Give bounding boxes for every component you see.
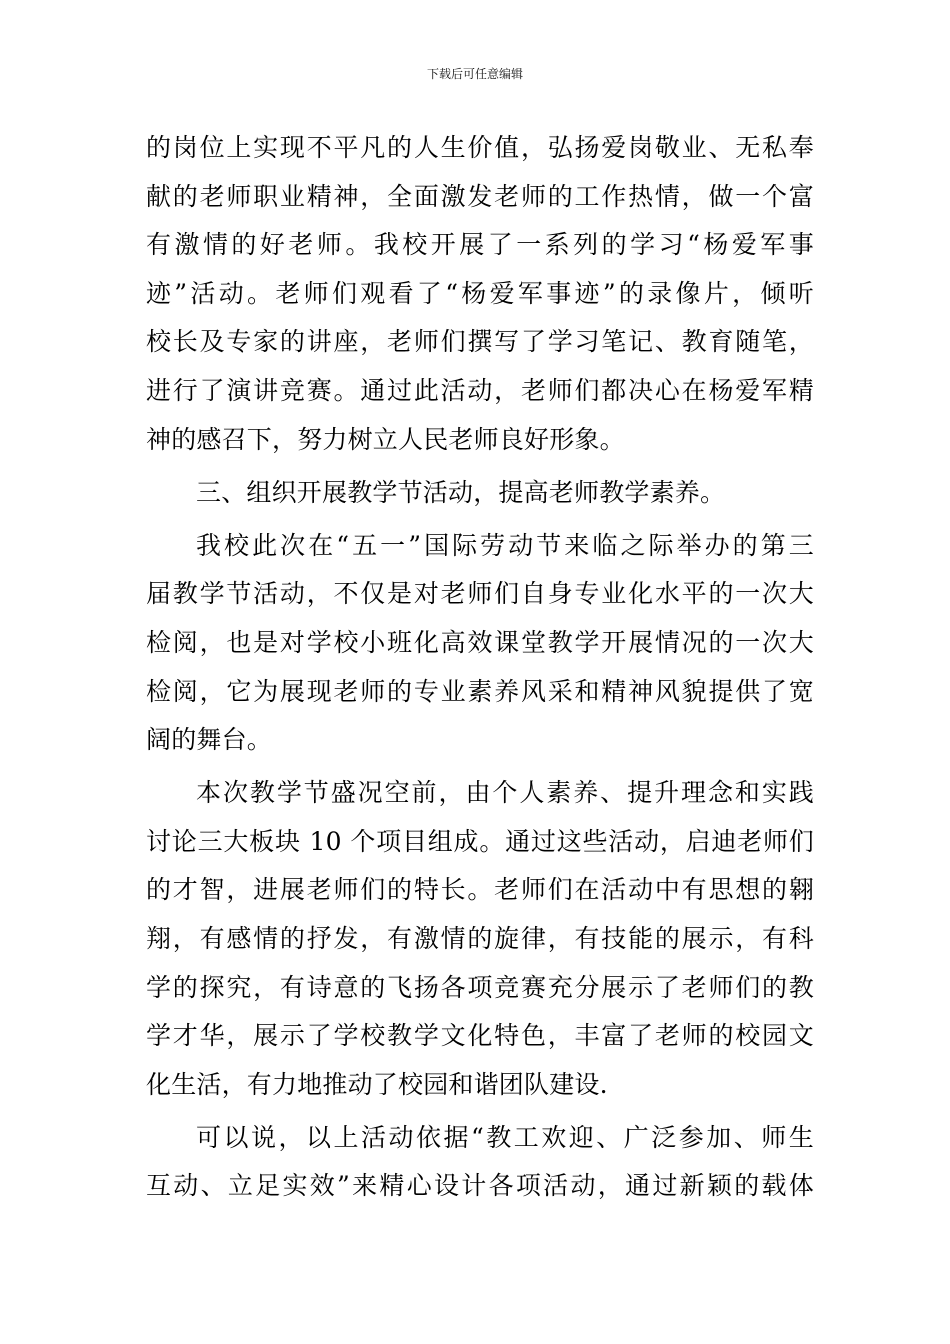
text-line: 献的老师职业精神，全面激发老师的工作热情，做一个富	[146, 181, 814, 211]
section-heading-text: 三、组织开展教学节活动，提高老师教学素养。	[196, 477, 726, 507]
section-heading	[146, 469, 814, 518]
text-line: 可以说，以上活动依据“教工欢迎、广泛参加、师生	[196, 1122, 814, 1152]
text-line: 届教学节活动，不仅是对老师们自身专业化水平的一次大	[146, 579, 814, 609]
text-line: 本次教学节盛况空前，由个人素养、提升理念和实践	[196, 778, 814, 808]
text-line: 神的感召下，努力树立人民老师良好形象。	[146, 424, 625, 454]
text-line: 化生活，有力地推动了校园和谐团队建设.	[146, 1069, 608, 1099]
text-line: 检阅，也是对学校小班化高效课堂教学开展情况的一次大	[146, 627, 814, 657]
text-line: 互动、立足实效”来精心设计各项活动，通过新颖的载体	[146, 1171, 814, 1201]
text-line: 的岗位上实现不平凡的人生价值，弘扬爱岗敬业、无私奉	[146, 133, 814, 162]
text-line: 我校此次在“五一”国际劳动节来临之际举办的第三	[196, 530, 814, 560]
text-line: 讨论三大板块 10 个项目组成。通过这些活动，启迪老师们	[146, 826, 814, 856]
text-line: 阔的舞台。	[146, 725, 273, 755]
paragraph	[146, 522, 814, 765]
text-line: 学的探究，有诗意的飞扬各项竞赛充分展示了老师们的教	[146, 972, 814, 1002]
text-line: 的才智，进展老师们的特长。老师们在活动中有思想的翱	[146, 875, 814, 905]
text-line: 学才华，展示了学校教学文化特色，丰富了老师的校园文	[146, 1021, 814, 1051]
paragraph	[146, 1114, 814, 1211]
text-line: 翔，有感情的抒发，有激情的旋律，有技能的展示，有科	[146, 924, 814, 953]
document-body	[146, 124, 814, 1211]
text-line: 校长及专家的讲座，老师们撰写了学习笔记、教育随笔，	[146, 327, 814, 357]
text-line: 进行了演讲竞赛。通过此活动，老师们都决心在杨爱军精	[146, 375, 814, 405]
page-header-note: 下载后可任意编辑	[426, 67, 523, 81]
paragraph	[146, 124, 814, 464]
text-line: 有激情的好老师。我校开展了一系列的学习“杨爱军事	[146, 230, 814, 260]
text-line: 检阅，它为展现老师的专业素养风采和精神风貌提供了宽	[146, 676, 814, 706]
paragraph	[146, 769, 814, 1109]
text-line: 迹”活动。老师们观看了“杨爱军事迹”的录像片，倾听	[146, 278, 814, 308]
